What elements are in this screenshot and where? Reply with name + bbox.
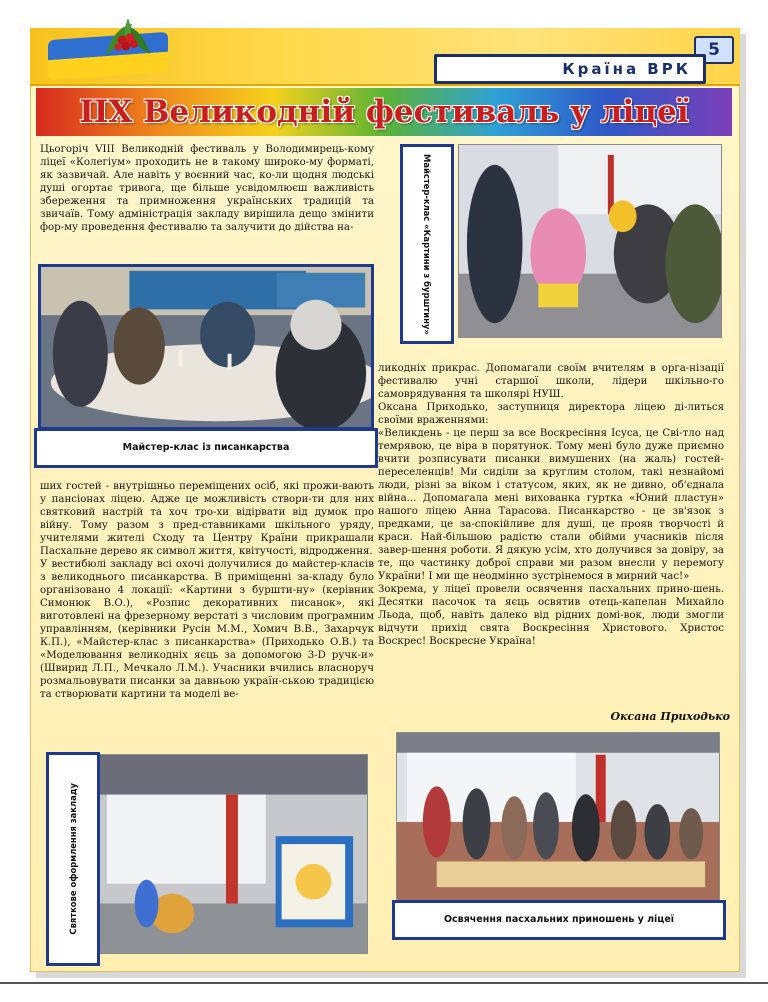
pysankarstvo-caption: Майстер-клас із писанкарства [34, 428, 378, 468]
decor-caption: Святкове оформлення закладу [46, 752, 100, 966]
blessing-photo [396, 732, 720, 902]
bottom-divider [0, 982, 768, 984]
blessing-caption: Освячення пасхальних приношень у ліцеї [392, 900, 726, 940]
viburnum-berries-icon [98, 14, 158, 70]
amber-caption: Майстер-клас «Картини з бурштину» [400, 144, 454, 344]
left-column-text: ших гостей - внутрішньо переміщених осіб, які прожи-вають у пансіонах ліцею. Адже це можливість створи-ти для них святковий настрій та хоч тро-хи відірвати від думок про війну. Тому разом з пред-ставниками шкільного уряду, учителями жителі Сходу та Центру Країни прикрашали Пасхальне дерево як символ життя, квітучості, відродження. У вестибюлі закладу всі охочі долучилися до майстер-класів з великоднього писанкарства. В приміщенні за-кладу було організовано 4 локації: «Картини з буршти-ну» (керівник Симонюк В.О.), «Розпис декоративних писанок», які виготовлені на фрезерному верстаті з числовим програмним управлінням, (керівники Русін М.М., Хомич В.В., Захарчук К.П.), «Майстер-клас з писанкарства» (Приходько О.В.) та «Моделювання великодніх яєць за допомогою 3-D ручк-и» (Швирид Л.П., Мечкало Л.М.). Учасники вчились власноруч розмальовувати писанки за давньою україн-ською традицією та створювати картини та моделі ве- [40, 481, 374, 700]
pysankarstvo-photo [38, 264, 374, 430]
right-column-text: ликодніх прикрас. Допомагали своїм вчителям в орга-нізації фестивалю учні старшої школи, лідери шкільно-го самоврядування та школярі НУШ. Оксана Приходько, заступниця директора ліцею ді-литься своїми враженнями: «Великдень - це перш за все Воскресіння Ісуса, це Сві-тло над темрявою, це віра в порятунок. Тому мені було дуже приємно вчити розписувати писанки вимушених (на жаль) гостей-переселенців! Ми сиділи за круглим столом, такі незнайомі люди, різні за віком і статусом, яких, як не дивно, об'єднала війна... Допомагала мені вихованка гуртка «Юний пластун» нашого ліцею Анна Тарасова. Писанкарство - це зв'язок з предками, це за-спокійливе для душі, це прояв творчості й краси. Най-більшою радістю стали обійми учасників після завер-шення роботи. Я дякую усім, хто долучився за довіру, за те, що частинку доброї справи ми разом внесли у перемогу України! І ми ще неодмінно зустрінемося в мирний час!» Зокрема, у ліцеї провели освячення пасхальних прино-шень. Десятки пасочок та яєць освятив отець-капелан Михайло Льода, щоб, навіть далеко від рідних домі-вок, люди змогли відчути прихід свята Воскресіння Христового. Христос Воскрес! Воскресне Україна! [378, 363, 724, 647]
author-signature: Оксана Приходько [610, 710, 730, 723]
page-number: 5 [694, 36, 734, 64]
amber-workshop-photo [458, 144, 722, 338]
article-title: ІІХ Великодній фестиваль у ліцеї [79, 94, 689, 130]
festive-decor-photo [86, 754, 368, 954]
section-label: Країна ВРК [434, 54, 706, 84]
intro-paragraph: Цьогоріч VIII Великодній фестиваль у Володимирець-кому ліцеї «Колегіум» проходить не в такому широко-му форматі, як зазвичай. Але навіть у воєнний час, ко-ли щодня людські душі огортає тривога, ще більше усвідомлюєш важливість збереження та примноження українських традицій та звичаїв. Тому адміністрація закладу вирішила дещо змінити фор-му проведення фестивалю та залучити до дійства на- [40, 144, 374, 233]
